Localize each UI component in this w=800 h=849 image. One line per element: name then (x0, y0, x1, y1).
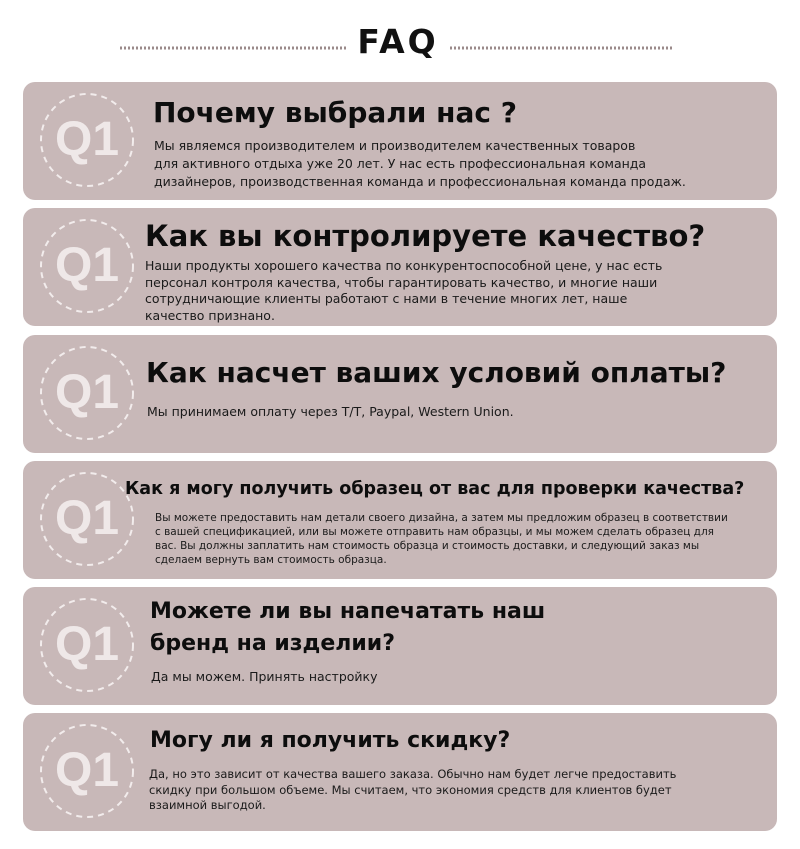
faq-answer: Да, но это зависит от качества вашего заказа. Обычно нам будет легче предоставить скидку при большом объеме. Мы считаем, что экономия средств для клиентов будет взаимной выгодой. (149, 767, 677, 812)
svg-text:Q1: Q1 (54, 366, 120, 419)
svg-text:Q1: Q1 (54, 113, 120, 166)
faq-item-discount (23, 713, 777, 831)
svg-text:Q1: Q1 (54, 744, 120, 797)
q1-badge-icon (37, 216, 137, 316)
faq-question: Как вы контролируете качество? (145, 219, 706, 253)
faq-item-payment-terms (23, 335, 777, 453)
faq-answer: Мы являемся производителем и производителем качественных товаров для активного отдыха уже 20 лет. У нас есть профессиональная команда дизайнеров, производственная команда и профессиональная команда продаж. (154, 138, 686, 189)
faq-item-why-us (23, 82, 777, 200)
q1-badge-icon (37, 343, 137, 443)
q1-badge-icon (37, 90, 137, 190)
svg-text:Q1: Q1 (54, 492, 120, 545)
faq-item-sample (23, 461, 777, 579)
page-title: FAQ (357, 22, 439, 61)
q1-badge-icon (37, 469, 137, 569)
faq-answer: Да мы можем. Принять настройку (151, 669, 378, 684)
svg-text:Q1: Q1 (54, 618, 120, 671)
faq-question: Почему выбрали нас ? (153, 96, 517, 129)
faq-answer: Вы можете предоставить нам детали своего дизайна, а затем мы предложим образец в соответствии с вашей спецификацией, или вы можете отправить нам образцы, и мы можем сделать образец для вас. Вы должны заплатить нам стоимость образца и стоимость доставки, и следующий заказ мы сделаем вернуть вам стоимость образца. (155, 512, 728, 566)
faq-item-branding (23, 587, 777, 705)
faq-question: Могу ли я получить скидку? (150, 728, 511, 753)
faq-item-quality-control (23, 208, 777, 326)
faq-header (0, 0, 800, 80)
faq-answer: Наши продукты хорошего качества по конкурентоспособной цене, у нас есть персонал контроля качества, чтобы гарантировать качество, и многие наши сотрудничающие клиенты работают с нами в течение многих лет, наше качество признано. (145, 258, 663, 323)
faq-question: Как насчет ваших условий оплаты? (146, 356, 727, 389)
header-rule-left (120, 46, 346, 50)
header-rule-right (450, 46, 674, 50)
q1-badge-icon (37, 595, 137, 695)
svg-text:Q1: Q1 (54, 239, 120, 292)
faq-question: Как я могу получить образец от вас для проверки качества? (125, 479, 745, 499)
faq-answer: Мы принимаем оплату через T/T, Paypal, Western Union. (147, 404, 514, 419)
q1-badge-icon (37, 721, 137, 821)
faq-question: Можете ли вы напечатать наш бренд на изделии? (150, 599, 546, 656)
